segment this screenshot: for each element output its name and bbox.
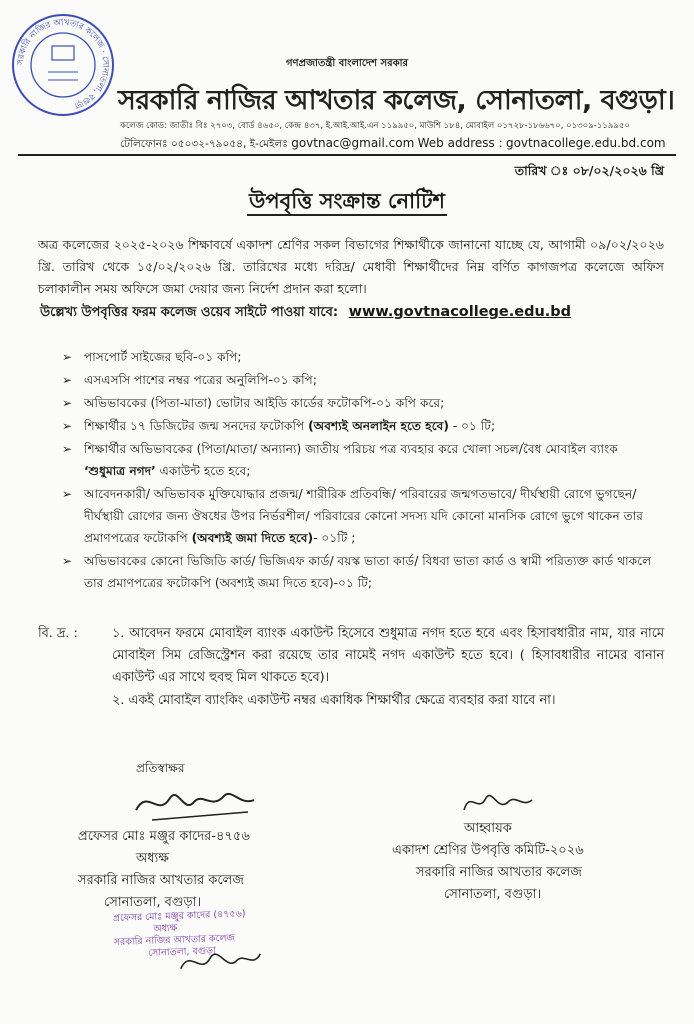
- seal-text: সরকারি নাজির আখতার কলেজ · সোনাতলা, বগুড়া: [15, 17, 111, 111]
- email-link[interactable]: govtnac@gmail.com: [291, 136, 415, 150]
- notes-section: [38, 623, 664, 713]
- form-url-link[interactable]: www.govtnacollege.edu.bd: [348, 304, 572, 320]
- college-codes: কলেজ কোড: জাতীঃ বিঃ ২৭০৩, বোর্ড ৪৬৫০, কেন্দ্র ৪৩৭, ই.আই.আই.এন ১১৯৯৫০, মাউশি ১৮৪, মোবাইল ০১৭২৮-১৮৬৬৭০, ০১৩০৯-১১৯৯৫০: [120, 121, 630, 131]
- principal-name: প্রফেসর মোঃ মঞ্জুর কাদের-৪৭৫৬: [78, 829, 250, 844]
- convener-place: সোনাতলা, বগুড়া।: [444, 887, 542, 902]
- government-heading: গণপ্রজাতন্ত্রী বাংলাদেশ সরকার: [286, 58, 408, 69]
- principal-college: সরকারি নাজির আখতার কলেজ: [78, 873, 244, 888]
- note-item: ১. আবেদন ফরমে মোবাইল ব্যাংক একাউন্ট হিসেবে শুধুমাত্র নগদ হতে হবে এবং হিসাবধারীর নাম, যার নামে মোবাইল সিম রেজিস্ট্রেশন করা রয়েছে তার নামেই নগদ একাউন্ট হতে হবে। ( হিসাবধারীর নামের বানান একাউন্ট এর সাথে হুবহু মিল থাকতে হবে)।: [112, 626, 664, 685]
- web-label: Web address :: [417, 136, 503, 150]
- principal-stamp: প্রফেসর মোঃ মঞ্জুর কাদের (৪৭৫৬) অধ্যক্ষ সরকারি নাজির আখতার কলেজ সোনাতলা, বগুড়া: [113, 907, 285, 985]
- principal-signature-icon: [128, 780, 278, 826]
- notice-date: তারিখ ঃ ০৮/০২/২০২৬ খ্রি: [514, 163, 664, 178]
- college-name: সরকারি নাজির আখতার কলেজ, সোনাতলা, বগুড়া।: [118, 85, 675, 116]
- arrow-bullet-icon: ➢: [62, 554, 73, 568]
- arrow-bullet-icon: ➢: [62, 396, 73, 410]
- principal-signature-block: [78, 760, 308, 914]
- convener-signature-block: [392, 790, 672, 906]
- notes-label: বি. দ্র. :: [38, 626, 78, 641]
- contact-line: [120, 136, 666, 154]
- convener-college: সরকারি নাজির আখতার কলেজ: [416, 865, 582, 880]
- countersign-label: প্রতিস্বাক্ষর: [136, 761, 185, 775]
- notice-title: [0, 185, 694, 220]
- form-note-label: উল্লেখ্য উপবৃত্তির ফরম কলেজ ওয়েব সাইটে পাওয়া যাবে:: [40, 305, 339, 320]
- phone-email-label: টেলিফোনঃ ০৫০৩২-৭৯০৫৪, ই-মেইলঃ: [120, 138, 288, 150]
- notice-title-text: উপবৃত্তি সংক্রান্ত নোটিশ: [247, 189, 447, 216]
- list-item: ➢ এসএসসি পাশের নম্বর পত্রের অনুলিপি-০১ কপি;: [62, 369, 656, 391]
- list-item: ➢ অভিভাবকের কোনো ভিজিডি কার্ড/ ভিজিএফ কার্ড/ বয়স্ক ভাতা কার্ড/ বিধবা ভাতা কার্ড ও স্বামী পরিত্যক্ত কার্ড থাকলে তার প্রমাণপত্রের ফটোকপি (অবশ্যই জমা দিতে হবে)-০১ টি;: [62, 550, 656, 594]
- principal-designation: অধ্যক্ষ: [136, 851, 169, 866]
- list-item: ➢ অভিভাবকের (পিতা-মাতা) ভোটার আইডি কার্ডের ফটোকপি-০১ কপি করে;: [62, 392, 656, 414]
- convener-signature-icon: [458, 786, 538, 818]
- list-item: ➢ শিক্ষার্থীর ১৭ ডিজিটের জন্ম সনদের ফটোকপি (অবশ্যই অনলাইন হতে হবে) - ০১ টি;: [62, 415, 656, 437]
- form-availability-note: [40, 303, 571, 324]
- convener-designation: আহ্বায়ক: [464, 821, 512, 836]
- arrow-bullet-icon: ➢: [62, 442, 73, 456]
- list-item: ➢ শিক্ষার্থীর অভিভাবকের (পিতা/মাতা/ অন্যান্য) জাতীয় পরিচয় পত্র ব্যবহার করে খোলা সচল/বৈধ মোবাইল ব্যাংক ‘শুধুমাত্র নগদ’ একাউন্ট হতে হবে;: [62, 438, 656, 482]
- web-link[interactable]: govtnacollege.edu.bd.com: [505, 136, 666, 150]
- principal-place: সোনাতলা, বগুড়া।: [104, 895, 202, 910]
- intro-paragraph: অত্র কলেজের ২০২৫-২০২৬ শিক্ষাবর্ষে একাদশ শ্রেণির সকল বিভাগের শিক্ষার্থীকে জানানো যাচ্ছে যে, আগামী ০৯/০২/২০২৬ খ্রি. তারিখ থেকে ১৫/০২/২০২৬ খ্রি. তারিখের মধ্যে দরিদ্র/ মেধাবী শিক্ষার্থীদের নিম্ন বর্ণিত কাগজপত্র কলেজে অফিস চলাকালীন সময় অফিসে জমা দেয়ার জন্য নির্দেশ প্রদান করা হলো।: [38, 237, 664, 296]
- arrow-bullet-icon: ➢: [62, 350, 73, 364]
- arrow-bullet-icon: ➢: [62, 419, 73, 433]
- note-item: ২. একই মোবাইল ব্যাংকিং একাউন্ট নম্বর একাধিক শিক্ষার্থীর ক্ষেত্রে ব্যবহার করা যাবে না।: [112, 693, 556, 708]
- requirements-list: [62, 346, 656, 595]
- header-divider: [18, 154, 676, 156]
- arrow-bullet-icon: ➢: [62, 373, 73, 387]
- committee-name: একাদশ শ্রেণির উপবৃত্তি কমিটি-২০২৬: [392, 843, 584, 858]
- list-item: ➢ আবেদনকারী/ অভিভাবক মুক্তিযোদ্ধার প্রজন্ম/ শারীরিক প্রতিবন্ধি/ পরিবারের জন্মগতভাবে/ দীর্ঘস্থায়ী রোগে ভুগছেন/ দীর্ঘস্থায়ী রোগের জন্য ঔষধের উপর নির্ভরশীল/ পরিবারের কোনো সদস্য যদি কোনো মানসিক রোগে ভুগে থাকেন তার প্রমাণপত্রের ফটোকপি (অবশ্যই জমা দিতে হবে)- ০১টি ;: [62, 483, 656, 549]
- list-item: ➢ পাসপোর্ট সাইজের ছবি-০১ কপি;: [62, 346, 656, 368]
- arrow-bullet-icon: ➢: [62, 487, 73, 501]
